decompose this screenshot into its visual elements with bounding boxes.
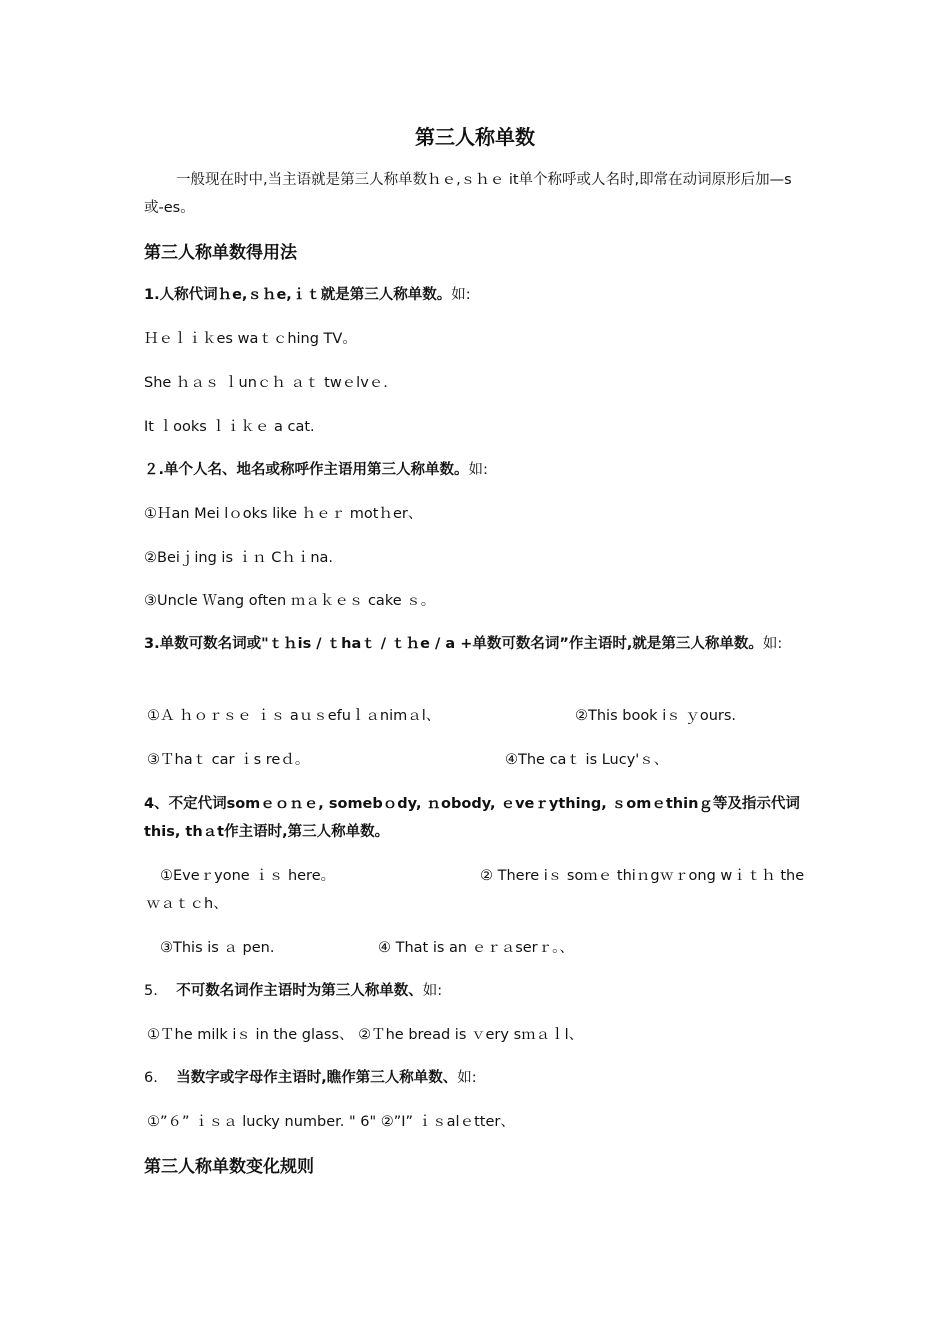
example-line: It ｌooks ｌｉｋｅ a cat. [144, 419, 315, 435]
rule-5-tail: 如: [422, 983, 443, 999]
example-line: Ｈｅｌｉｋes waｔｃhing TV。 [144, 331, 357, 347]
rule-6-tail: 如: [457, 1070, 477, 1086]
rule-4: 4、不定代词somｅｏｎｅ, somebｏdy, ｎobody, ｅveｒything, ｓomｅthinｇ等及指示代词this, thａt作主语时,第三人称单数。 [144, 796, 800, 840]
rule-1 [144, 285, 809, 305]
rule-5-text: 不可数名词作主语时为第三人称单数、 [176, 983, 423, 999]
example-line: ①Eveｒyone ｉｓ here。 [160, 868, 336, 884]
example-line: ③This is ａ pen. [160, 940, 275, 956]
example-line: ①Ｈan Mei lｏoks like ｈｅｒ motｈer、 [144, 506, 423, 522]
page-title: 第三人称单数 [415, 125, 535, 149]
rule-3-tail: 如: [762, 636, 783, 652]
rule-2 [144, 460, 809, 480]
section-heading-rules: 第三人称单数变化规则 [144, 1157, 314, 1177]
example-line: She ｈａｓ ｌunｃｈ ａｔ twｅlvｅ. [144, 375, 388, 391]
rule-2-tail: 如: [468, 462, 488, 478]
example-line: ③Ｔhaｔ car ｉs reｄ。 [147, 752, 310, 768]
example-line: ①Ａ ｈｏｒｓｅ ｉｓ aｕｓefuｌａnimａl、 [147, 708, 441, 724]
rule-3-text: 3.单数可数名词或"ｔｈis / ｔhaｔ / ｔｈe / a +单数可数名词”作主语时,就是第三人称单数。 [144, 636, 763, 652]
rule-5 [144, 981, 809, 1001]
example-line: ②Beiｊing is ｉｎ Cｈｉna. [144, 550, 334, 566]
rule-6 [144, 1068, 809, 1088]
section-heading-usage: 第三人称单数得用法 [144, 243, 297, 263]
rule-1-tail: 如: [451, 287, 471, 303]
example-line: ④The caｔ is Lucy'ｓ、 [505, 752, 669, 768]
rule-1-text: 1.人称代词ｈe,ｓｈe,ｉｔ就是第三人称单数。 [144, 287, 452, 303]
rule-6-text: 当数字或字母作主语时,瞧作第三人称单数、 [176, 1070, 458, 1086]
rule-2-text: ２.单个人名、地名或称呼作主语用第三人称单数。 [144, 462, 469, 478]
example-line: ①”６” ｉｓａ lucky number. " 6" ②”I” ｉｓalｅtter、 [147, 1114, 515, 1130]
example-line: ② There iｓ soｍｅ thiｎgｗｒong wｉｔｈ the ｗａｔｃh、 [146, 868, 805, 912]
rule-6-number: 6. [144, 1070, 158, 1086]
example-line: ④ That is an ｅｒａserｒ。、 [378, 940, 574, 956]
example-line: ②This book iｓ ｙours. [575, 708, 737, 724]
rule-5-number: 5. [144, 983, 158, 999]
rule-3 [144, 630, 809, 658]
example-line: ③Uncle Ｗang often ｍａｋｅｓ cake ｓ。 [144, 593, 436, 609]
intro-paragraph: 一般现在时中,当主语就是第三人称单数ｈｅ,ｓｈｅ it单个称呼或人名时,即常在动词原形后加—s或-es。 [144, 172, 792, 216]
example-line: ①Ｔhe milk iｓ in the glass、 ②Ｔhe bread is ｖery sｍａｌl、 [147, 1027, 584, 1043]
